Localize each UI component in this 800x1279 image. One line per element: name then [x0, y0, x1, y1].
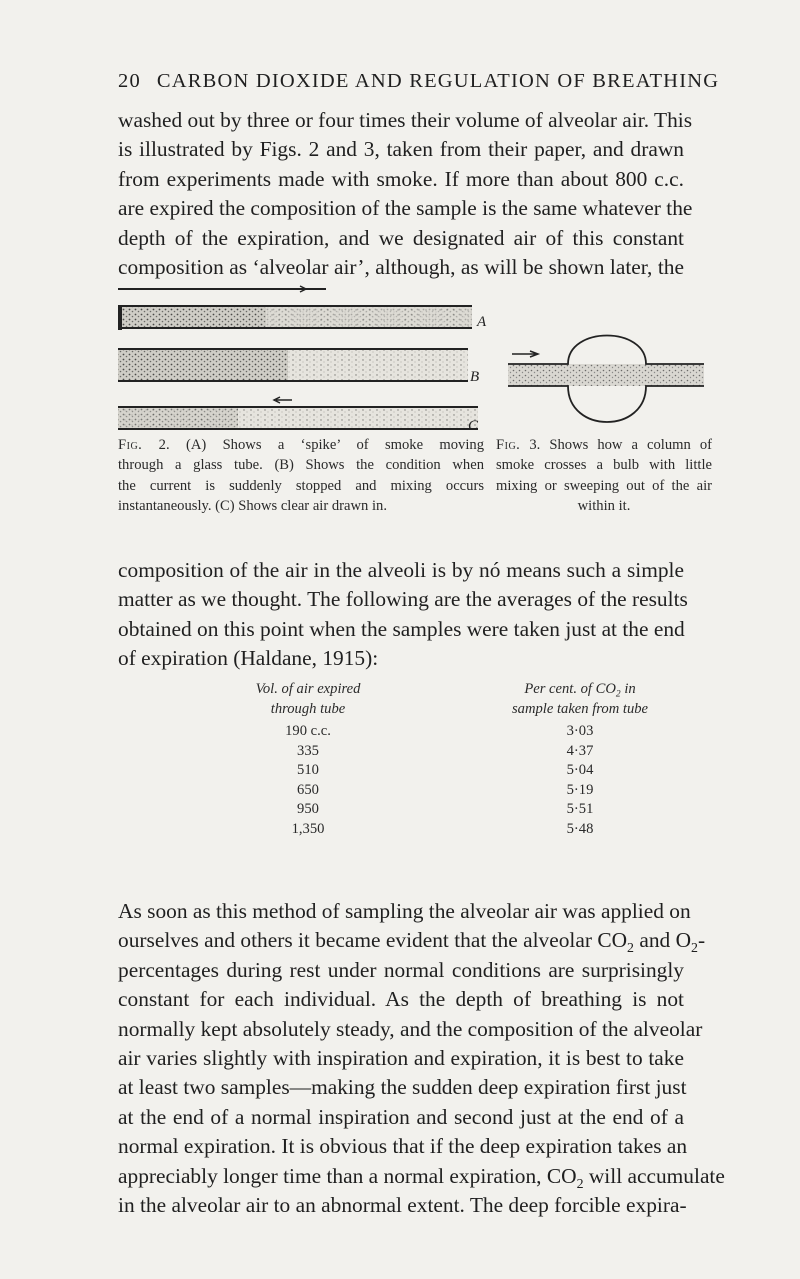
col-header-line: Vol. of air expired	[255, 681, 361, 697]
table-body-co2	[470, 722, 690, 840]
text-line: appreciably longer time than a normal expiration, $CO_2$ will accumulate	[118, 1163, 725, 1192]
fig3-bulb-bottom	[508, 386, 704, 422]
figure-2-caption	[118, 435, 484, 517]
paragraph-3	[118, 897, 725, 1220]
col-header-line: Per cent. of $CO_2$ in	[524, 681, 636, 700]
table-cell: 5·48	[566, 820, 594, 837]
text-line: normally kept absolutely steady, and the composition of the alveolar	[118, 1016, 703, 1041]
table-cell: 510	[297, 762, 319, 779]
text-line: ourselves and others it became evident that the alveolar $CO_2$ and $O_2-$	[118, 928, 706, 957]
text-line: air varies slightly with inspiration and expiration, it is best to take	[118, 1046, 684, 1071]
caption-line: instantaneously. (C) Shows clear air drawn in.	[118, 498, 387, 515]
text-line: obtained on this point when the samples were taken just at the end	[118, 616, 685, 641]
text-line: is illustrated by Figs. 2 and 3, taken from their paper, and drawn	[118, 137, 684, 162]
text-line: of expiration (Haldane, 1915):	[118, 646, 379, 671]
caption-line: within it.	[577, 498, 631, 515]
table-cell: 4·37	[566, 742, 594, 759]
table-body-volume	[218, 722, 398, 840]
text-line: constant for each individual. As the depth of breathing is not	[118, 987, 684, 1012]
table-cell: 3·03	[566, 723, 594, 739]
caption-line: through a glass tube. (B) Shows the condition when	[118, 457, 484, 474]
caption-line: mixing or sweeping out of the air	[496, 477, 712, 494]
running-title: CARBON DIOXIDE AND REGULATION OF BREATHING	[156, 70, 720, 92]
fig3-arrow	[512, 351, 538, 357]
text-line: are expired the composition of the sample is the same whatever the	[118, 196, 693, 221]
fig2-label-a: A	[477, 314, 487, 330]
text-line: in the alveolar air to an abnormal extent. The deep forcible expira-	[118, 1193, 687, 1218]
table-cell: 335	[297, 742, 319, 759]
text-line: As soon as this method of sampling the alveolar air was applied on	[118, 899, 691, 923]
table-cell: 5·51	[566, 801, 594, 818]
running-header	[118, 70, 719, 93]
tube-b	[118, 349, 468, 381]
figure-3-caption	[496, 435, 712, 517]
caption-line: Fig. 2. (A) Shows a ‘spike’ of smoke moving	[118, 437, 484, 453]
figure-2-illustration	[116, 283, 488, 433]
fig3-bulb-top	[508, 336, 704, 365]
caption-line: smoke crosses a bulb with little	[496, 457, 712, 474]
table-cell: 650	[297, 781, 319, 798]
table-cell: 190 c.c.	[285, 723, 331, 739]
text-line: normal expiration. It is obvious that if the deep expiration takes an	[118, 1134, 688, 1159]
tube-c	[118, 397, 478, 429]
text-line: washed out by three or four times their volume of alveolar air. This	[118, 108, 693, 132]
table-cell: 950	[297, 801, 319, 818]
text-line: from experiments made with smoke. If more than about 800 c.c.	[118, 166, 684, 191]
text-line: at the end of a normal inspiration and second just at the end of a	[118, 1104, 684, 1129]
caption-line: Fig. 3. Shows how a column of	[496, 437, 712, 453]
fig2-label-b: B	[470, 369, 480, 385]
paragraph-1	[118, 106, 693, 282]
text-line: matter as we thought. The following are the averages of the results	[118, 587, 688, 612]
fig2-label-c: C	[468, 418, 479, 433]
col-header-line: sample taken from tube	[511, 700, 649, 717]
text-line: composition as ‘alveolar air’, although, as will be shown later, the	[118, 255, 684, 280]
page-number: 20	[118, 70, 141, 92]
table-cell: 5·19	[566, 781, 594, 798]
caption-line: the current is suddenly stopped and mixing occurs	[118, 477, 484, 494]
table-cell: 1,350	[291, 820, 325, 837]
tube-a	[118, 286, 472, 330]
paragraph-2	[118, 556, 688, 674]
text-line: percentages during rest under normal conditions are surprisingly	[118, 957, 684, 982]
text-line: composition of the air in the alveoli is by nó means such a simple	[118, 558, 684, 582]
col-header-line: through tube	[270, 700, 346, 717]
text-line: at least two samples—making the sudden deep expiration first just	[118, 1075, 687, 1100]
table-col-co2	[470, 680, 690, 719]
text-line: depth of the expiration, and we designated air of this constant	[118, 225, 684, 250]
table-cell: 5·04	[566, 762, 594, 779]
table-col-volume	[218, 680, 398, 719]
figure-3-illustration	[506, 334, 706, 434]
